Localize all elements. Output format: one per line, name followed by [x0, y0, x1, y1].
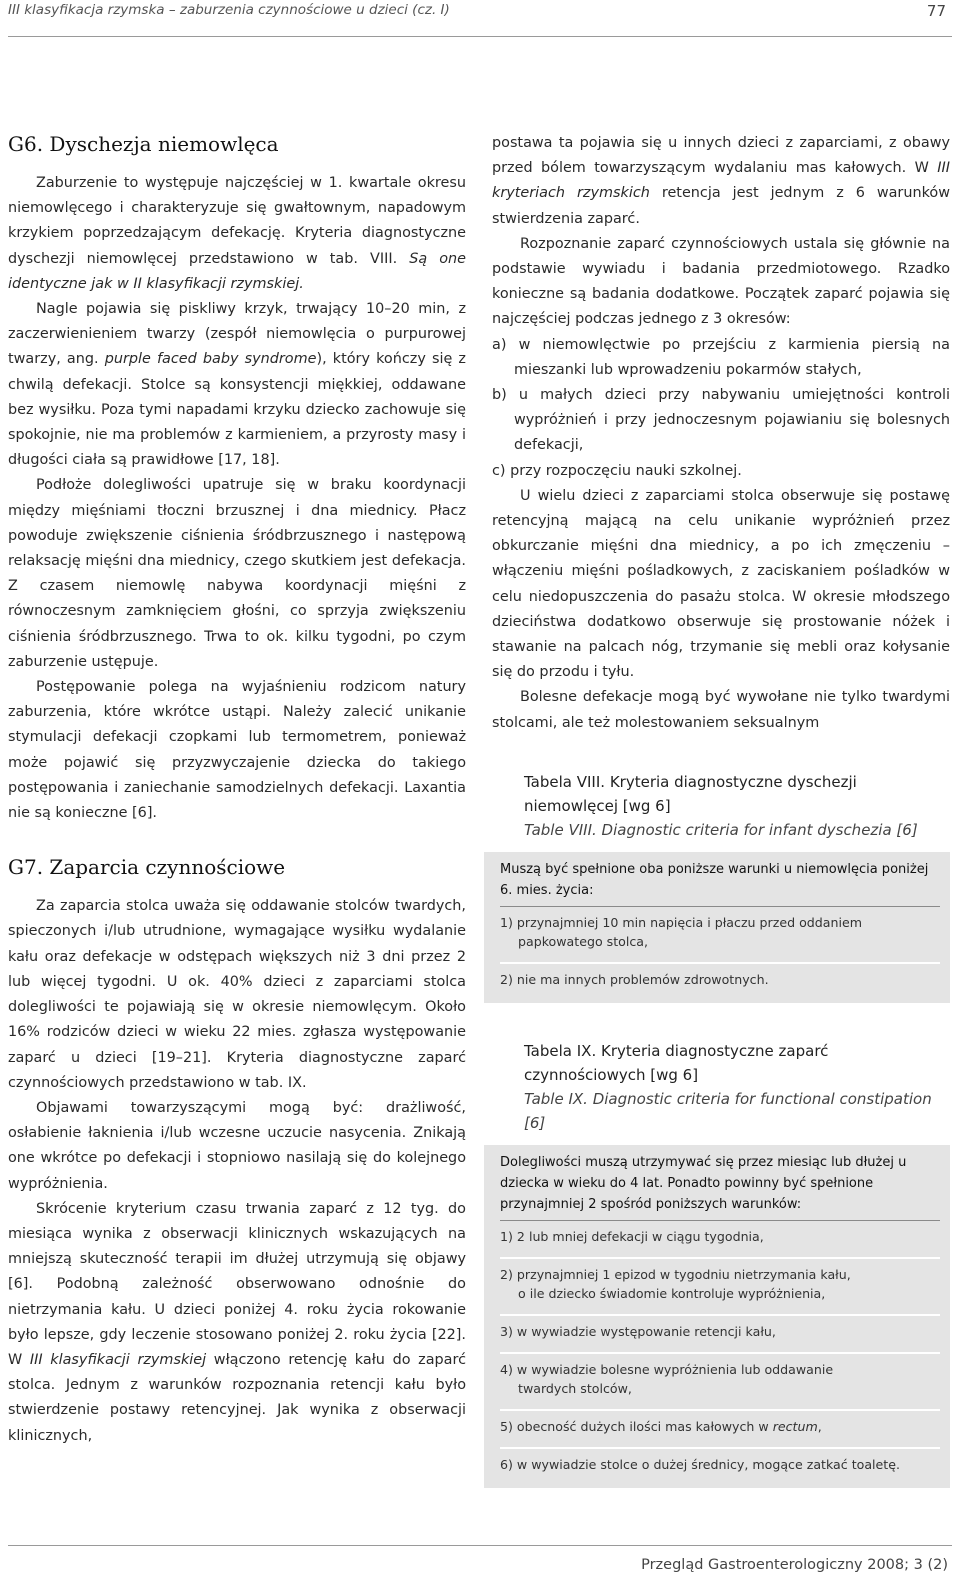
paragraph: Podłoże dolegliwości upatruje się w braku koordynacji między mięśniami tłoczni brzusznej i dna miednicy. Płacz powoduje zwiększenie ciśnienia śródbrzusznego i następową relaksację mięśni dna miednicy, czego skutkiem jest defekacja. Z czasem niemowlę nabywa koordynacji mięśni z równoczesnym zamknięciem głośni, co sprzyja zwiększeniu ciśnienia śródbrzusznego. Trwa to ok. kilku tygodni, po czym zaburzenie ustępuje.	[8, 477, 466, 670]
table-row: 3) w wywiadzie występowanie retencji kału,	[500, 1323, 776, 1339]
table-8	[484, 852, 950, 1003]
table-header: Dolegliwości muszą utrzymywać się przez miesiąc lub dłużej u dziecka w wieku do 4 lat. Ponadto powinny być spełnione przynajmniej 2 spośród poniższych warunków:	[500, 1154, 907, 1212]
table-9	[484, 1145, 950, 1488]
journal-footer: Przegląd Gastroenterologiczny 2008; 3 (2)	[641, 1557, 948, 1573]
paragraph: U wielu dzieci z zaparciami stolca obserwuje się postawę retencyjną mającą na celu unikanie wypróżnień przez obkurczanie mięśni dna miednicy, a po ich zmęczeniu – włączeniu mięśni pośladkowych, z zaciskaniem pośladków w celu niedopuszczenia do pasażu stolca. W okresie młodszego dzieciństwa dodatkowo obserwuje się prostowanie nóżek i stawanie na palcach nóg, trzymanie się mebli oraz kołysanie się do przodu i tyłu.	[492, 487, 950, 681]
paragraph: Skrócenie kryterium czasu trwania zaparć z 12 tyg. do miesiąca wynika z obserwacji klinicznych wskazujących na mniejszą skuteczność terapii im dłużej utrzymują się objawy [6]. Podobną zależność obserwowano odnośnie do nietrzymania kału. U dzieci poniżej 4. roku życia rokowanie było lepsze, gdy leczenie stosowano poniżej 2. roku życia [22]. W III klasyfikacji rzymskiej włączono retencję kału do zaparć stolca. Jednym z warunków rozpoznania retencji kału było stwierdzenie postawy retencyjnej. Jak wynika z obserwacji klinicznych,	[8, 1200, 466, 1444]
paragraph: Nagle pojawia się piskliwy krzyk, trwający 10–20 min, z zaczerwienieniem twarzy (zespół niemowlęcia o purpurowej twarzy, ang. purple faced baby syndrome), który kończy się z chwilą defekacji. Stolce są konsystencji miękkiej, oddawane bez wysiłku. Poza tymi napadami krzyku dziecko zachowuje się spokojnie, nie ma problemów z karmieniem, a przyrosty masy i długości ciała są prawidłowe [17, 18].	[8, 301, 466, 469]
footer-rule	[8, 1545, 952, 1546]
running-header	[8, 2, 952, 22]
table-8-caption: Tabela VIII. Kryteria diagnostyczne dyschezji niemowlęcej [wg 6] Table VIII. Diagnostic criteria for infant dyschezia [6]	[524, 772, 918, 839]
table-row: 2) nie ma innych problemów zdrowotnych.	[500, 971, 769, 987]
section-title-g6: G6. Dyschezja niemowlęca	[8, 132, 279, 156]
running-title: III klasyfikacja rzymska – zaburzenia czynnościowe u dzieci (cz. I)	[8, 2, 450, 18]
table-row: 5) obecność dużych ilości mas kałowych w rectum,	[500, 1418, 822, 1434]
paragraph: Za zaparcia stolca uważa się oddawanie stolców twardych, spieczonych i/lub utrudnione, wymagające wysiłku wydalanie kału oraz defekacje w odstępach większych niż 3 dni przez 2 lub więcej tygodni. U ok. 40% dzieci z zaparciami stolca dolegliwości te pojawiają się w okresie niemowlęcym. Około 16% rodziców dzieci w wieku 22 mies. zgłasza występowanie zaparć u dzieci [19–21]. Kryteria diagnostyczne zaparć czynnościowych przedstawiono w tab. IX.	[8, 898, 466, 1091]
table-row: 4) w wywiadzie bolesne wypróżnienia lub oddawanie twardych stolców,	[500, 1361, 834, 1396]
list-item: a) w niemowlęctwie po przejściu z karmienia piersią na mieszanki lub wprowadzeniu pokarmów stałych,	[492, 336, 950, 378]
page-number: 77	[926, 2, 946, 20]
table-header: Muszą być spełnione oba poniższe warunki u niemowlęcia poniżej 6. mies. życia:	[500, 861, 929, 898]
table-row: 1) 2 lub mniej defekacji w ciągu tygodnia,	[500, 1228, 764, 1244]
table-row: 1) przynajmniej 10 min napięcia i płaczu przed oddaniem papkowatego stolca,	[500, 914, 862, 949]
left-column	[8, 131, 466, 1449]
table-9-label-en: Table IX.	[524, 1089, 588, 1108]
paragraph: Rozpoznanie zaparć czynnościowych ustala się głównie na podstawie wywiadu i badania przedmiotowego. Rzadko konieczne są badania dodatkowe. Początek zaparć pojawia się najczęściej podczas jednego z 3 okresów:	[492, 235, 950, 328]
table-9-label: Tabela IX.	[524, 1041, 597, 1060]
table-row: 6) w wywiadzie stolce o dużej średnicy, mogące zatkać toaletę.	[500, 1456, 900, 1472]
paragraph: Objawami towarzyszącymi mogą być: drażliwość, osłabienie łaknienia i/lub wczesne uczucie nasycenia. Znikają one wkrótce po defekacji i stopniowo nasilają się do kolejnego wypróżnienia.	[8, 1099, 466, 1192]
paragraph: Bolesne defekacje mogą być wywołane nie tylko twardymi stolcami, ale też molestowaniem seksualnym	[492, 689, 950, 731]
table-9-caption: Tabela IX. Kryteria diagnostyczne zaparć czynnościowych [wg 6] Table IX. Diagnostic criteria for functional constipation [6]	[524, 1041, 932, 1132]
table-8-label: Tabela VIII.	[524, 772, 606, 791]
section-title-g7: G7. Zaparcia czynnościowe	[8, 855, 286, 880]
list-item: b) u małych dzieci przy nabywaniu umiejętności kontroli wypróżnień i przy jednoczesnym pojawianiu się bolesnych defekacji,	[492, 387, 950, 454]
table-8-label-en: Table VIII.	[524, 820, 597, 839]
paragraph: Postępowanie polega na wyjaśnieniu rodzicom natury zaburzenia, które wkrótce ustąpi. Należy zalecić unikanie stymulacji defekacji czopkami lub termometrem, ponieważ może pojawić się przyzwyczajenie dziecka do takiego postępowania i zaniechanie samodzielnych defekacji. Laxantia nie są konieczne [6].	[8, 679, 466, 822]
right-column	[492, 131, 950, 1488]
paragraph: Zaburzenie to występuje najczęściej w 1. kwartale okresu niemowlęcego i charakteryzuje się gwałtownym, napadowym krzykiem poprzedzającym defekację. Kryteria diagnostyczne dyschezji niemowlęcej przedstawiono w tab. VIII. Są one identyczne jak w II klasyfikacji rzymskiej.	[8, 175, 467, 292]
table-row: 2) przynajmniej 1 epizod w tygodniu nietrzymania kału, o ile dziecko świadomie kontroluje wypróżnienia,	[500, 1266, 851, 1301]
paragraph: postawa ta pojawia się u innych dzieci z zaparciami, z obawy przed bólem towarzyszącym wydalaniu mas kałowych. W III kryteriach rzymskich retencja jest jednym z 6 warunków stwierdzenia zaparć.	[492, 135, 950, 227]
onset-periods-list	[492, 333, 950, 484]
list-item: c) przy rozpoczęciu nauki szkolnej.	[492, 462, 742, 479]
header-rule	[8, 36, 952, 37]
